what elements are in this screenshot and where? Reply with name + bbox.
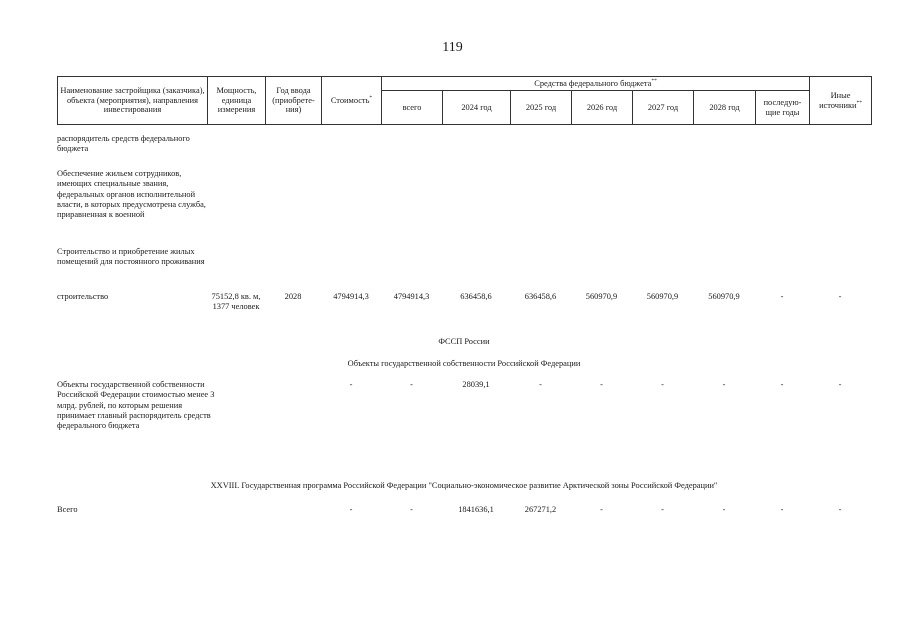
header-cost: Стоимость* (322, 77, 382, 125)
row-total-cost: - (349, 505, 353, 514)
row-construction-2024: 636458,6 (460, 292, 492, 301)
header-capacity: Мощность, единица измерения (208, 77, 266, 125)
row-fssp-name: Объекты государственной собственности Российской Федерации стоимостью менее 3 млрд. рублей, по которым решения принимает главный распорядитель средств федерального бюджета (57, 380, 215, 430)
row-construction-year: 2028 (284, 292, 302, 301)
row-fssp-2028: - (722, 380, 726, 389)
row-total-other: - (838, 505, 842, 514)
block-distributor: распорядитель средств федерального бюджета (57, 134, 190, 154)
row-construction-capacity: 75152,8 кв. м, 1377 человек (211, 292, 261, 312)
page-number: 119 (442, 40, 463, 55)
row-construction-later: - (780, 292, 784, 301)
row-fssp-2027: - (661, 380, 664, 389)
row-construction-total: 4794914,3 (393, 292, 430, 301)
header-name: Наименование застройщика (заказчика), объекта (мероприятия), направления инвестирования (58, 77, 208, 125)
program-title: XXVIII. Государственная программа Российской Федерации "Социально-экономическое развитие Арктической зоны Российской Федерации" (210, 481, 718, 490)
header-2026: 2026 год (572, 91, 633, 125)
row-construction-name: строительство (57, 292, 109, 301)
row-total-2025: 267271,2 (524, 505, 557, 514)
section-fssp-title: ФССП России (438, 337, 490, 346)
row-construction-2027: 560970,9 (646, 292, 679, 301)
block-housing: Обеспечение жильем сотрудников, имеющих специальные звания, федеральных органов исполнительной власти, в которых предусмотрена служба, приравненная к военной (57, 169, 206, 219)
row-total-2028: - (722, 505, 726, 514)
header-2027: 2027 год (633, 91, 694, 125)
row-total-name: Всего (57, 505, 78, 514)
row-construction-2025: 636458,6 (524, 292, 557, 301)
header-2025: 2025 год (511, 91, 572, 125)
header-other-sources: Иные источники** (810, 77, 872, 125)
row-construction-other: - (838, 292, 842, 301)
row-construction-2028: 560970,9 (708, 292, 740, 301)
row-total-2026: - (600, 505, 603, 514)
header-2028: 2028 год (694, 91, 756, 125)
section-fssp-subtitle: Объекты государственной собственности Российской Федерации (347, 359, 581, 368)
row-fssp-cost: - (349, 380, 353, 389)
row-construction-cost: 4794914,3 (333, 292, 369, 301)
header-total: всего (382, 91, 443, 125)
header-federal-budget: Средства федерального бюджета** (382, 77, 810, 91)
block-construction-purchase: Строительство и приобретение жилых помещений для постоянного проживания (57, 247, 205, 267)
header-2024: 2024 год (443, 91, 511, 125)
row-fssp-later: - (780, 380, 784, 389)
table-header (57, 76, 872, 125)
row-fssp-2025: - (539, 380, 542, 389)
header-later: последую-щие годы (756, 91, 810, 125)
row-fssp-other: - (838, 380, 842, 389)
row-total-2027: - (661, 505, 664, 514)
row-fssp-2026: - (600, 380, 603, 389)
row-total-total: - (410, 505, 413, 514)
row-total-later: - (780, 505, 784, 514)
header-year: Год ввода (приобрете-ния) (266, 77, 322, 125)
row-fssp-2024: 28039,1 (462, 380, 490, 389)
row-total-2024: 1841636,1 (458, 505, 494, 514)
row-construction-2026: 560970,9 (585, 292, 618, 301)
row-fssp-total: - (410, 380, 413, 389)
